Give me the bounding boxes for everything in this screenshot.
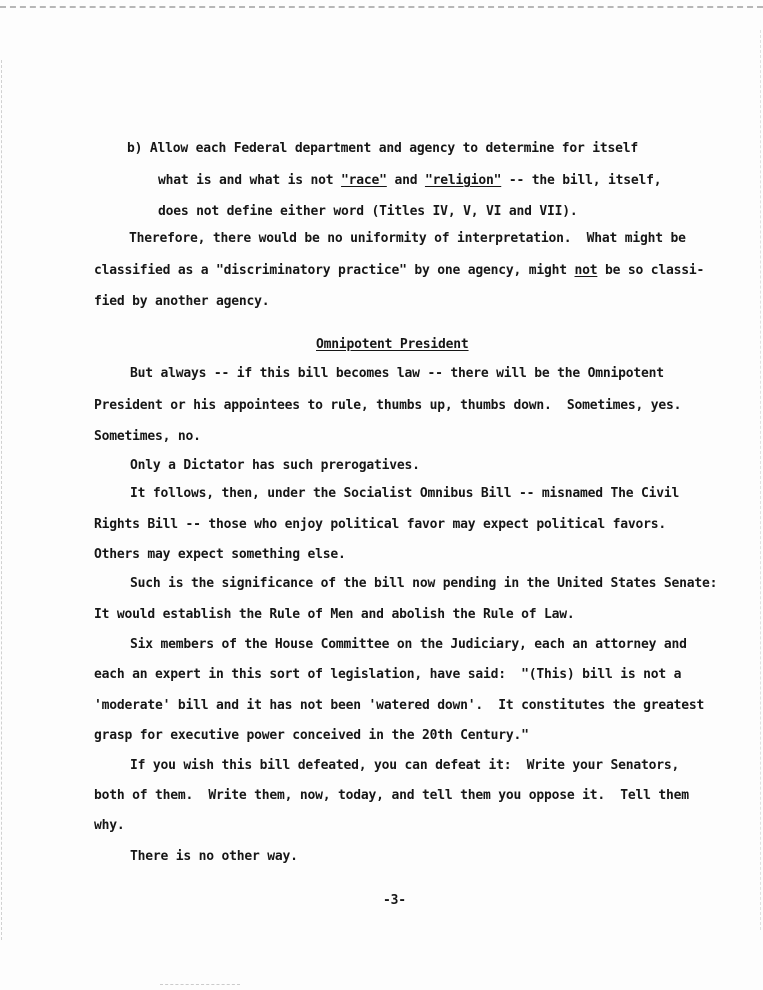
para-no-other-way: There is no other way. (130, 849, 298, 864)
para-follows-line-1: It follows, then, under the Socialist Omnibus Bill -- misnamed The Civil (130, 486, 680, 501)
para-six-line-2: each an expert in this sort of legislation, have said: "(This) bill is not a (94, 667, 682, 682)
para-dictator: Only a Dictator has such prerogatives. (130, 458, 420, 473)
para-significance-line-1: Such is the significance of the bill now pending in the United States Senate: (130, 576, 718, 591)
para-wish-line-1: If you wish this bill defeated, you can defeat it: Write your Senators, (130, 758, 680, 773)
para-therefore-text-2a: classified as a "discriminatory practice" by one agency, might (94, 263, 575, 278)
para-six-line-4: grasp for executive power conceived in the 20th Century." (94, 728, 529, 743)
para-six-line-3: 'moderate' bill and it has not been 'watered down'. It constitutes the greatest (94, 698, 705, 713)
not-emphasis: not (574, 263, 598, 278)
para-follows-line-3: Others may expect something else. (94, 547, 346, 562)
scan-right-edge (760, 30, 761, 930)
item-b-marker: b) (127, 141, 143, 156)
para-therefore-line-2 (94, 263, 704, 278)
scan-top-edge (0, 0, 763, 8)
section-heading: Omnipotent President (316, 337, 469, 352)
item-b-text-2a: what is and what is not (158, 173, 342, 188)
para-always-line-1: But always -- if this bill becomes law -- there will be the Omnipotent (130, 366, 664, 381)
para-significance-line-2: It would establish the Rule of Men and abolish the Rule of Law. (94, 607, 575, 622)
para-always-line-2: President or his appointees to rule, thumbs up, thumbs down. Sometimes, yes. (94, 398, 682, 413)
para-wish-line-3: why. (94, 818, 125, 833)
para-wish-line-2: both of them. Write them, now, today, and tell them you oppose it. Tell them (94, 788, 689, 803)
item-b-text-2b: and (386, 173, 425, 188)
item-b-line-3: does not define either word (Titles IV, V, VI and VII). (158, 204, 578, 219)
religion-term: "religion" (424, 173, 502, 188)
scan-left-edge (1, 60, 2, 940)
para-therefore-text-2b: be so classi- (597, 263, 705, 278)
item-b-text-1: Allow each Federal department and agency to determine for itself (149, 141, 639, 156)
scan-bottom-marks (160, 984, 240, 987)
item-b-line-2 (158, 173, 661, 188)
item-b-line-1 (127, 141, 638, 156)
para-always-line-3: Sometimes, no. (94, 429, 201, 444)
para-follows-line-2: Rights Bill -- those who enjoy political favor may expect political favors. (94, 517, 666, 532)
para-six-line-1: Six members of the House Committee on the Judiciary, each an attorney and (130, 637, 687, 652)
para-therefore-line-3: fied by another agency. (94, 294, 270, 309)
item-b-text-2c: -- the bill, itself, (501, 173, 662, 188)
page-number: -3- (383, 893, 406, 908)
race-term: "race" (341, 173, 387, 188)
para-therefore-line-1: Therefore, there would be no uniformity of interpretation. What might be (129, 231, 686, 246)
